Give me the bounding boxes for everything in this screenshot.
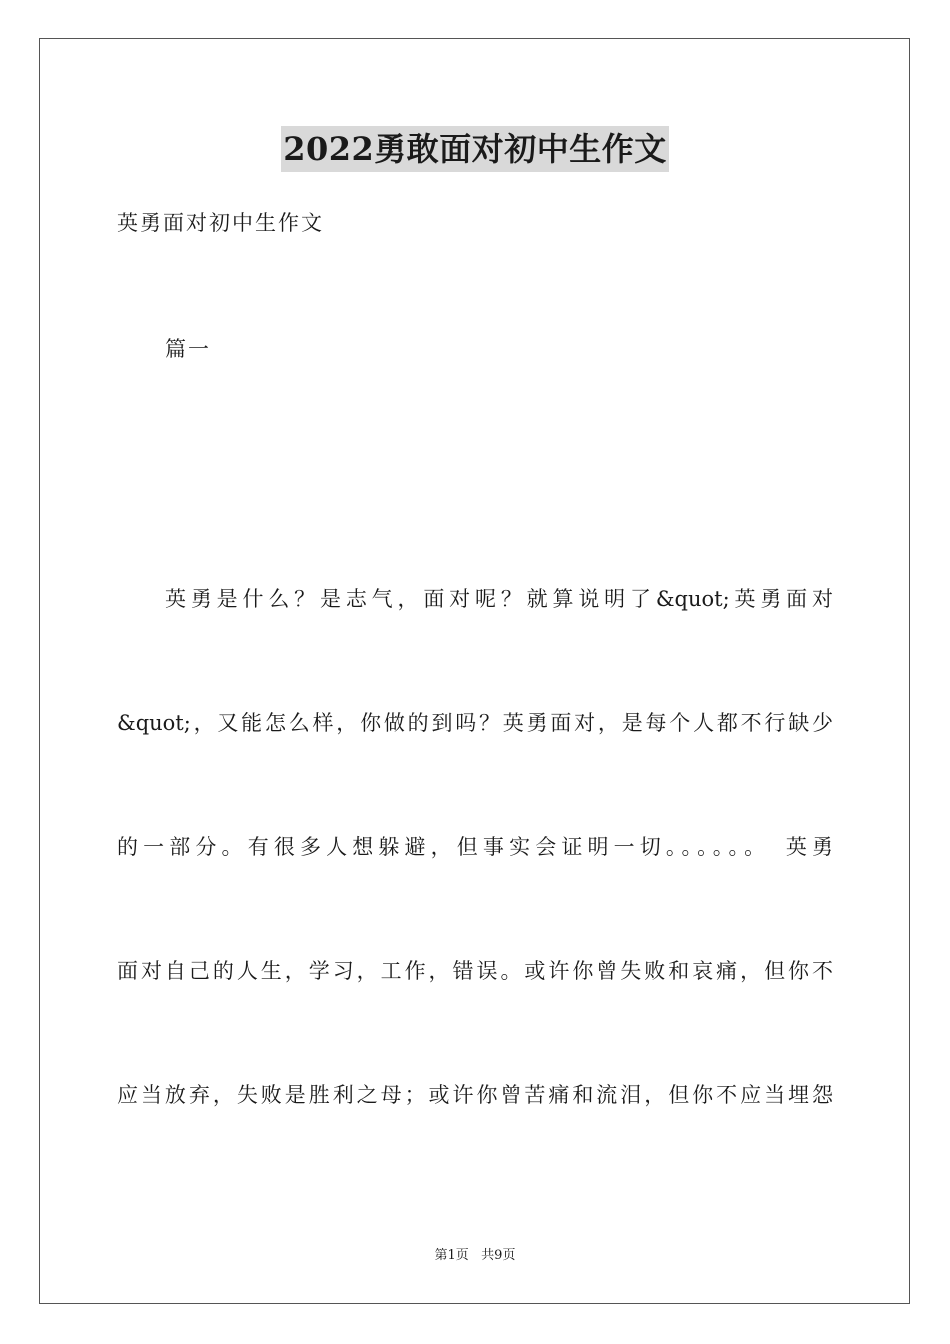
paragraph-line: &quot;，又能怎么样，你做的到吗？英勇面对，是每个人都不行缺少	[117, 711, 833, 735]
paragraph-line: 英勇是什么？是志气，面对呢？就算说明了&quot;英勇面对	[165, 587, 833, 611]
document-title-text: 2022勇敢面对初中生作文	[281, 126, 669, 172]
document-title	[0, 126, 950, 172]
paragraph-line: 的一部分。有很多人想躲避，但事实会证明一切。。。。。。 英勇	[117, 835, 833, 859]
paragraph-line: 应当放弃，失败是胜利之母；或许你曾苦痛和流泪，但你不应当埋怨	[117, 1083, 833, 1107]
page-number-footer: 第1页 共9页	[434, 1248, 516, 1263]
document-subtitle: 英勇面对初中生作文	[117, 211, 324, 235]
paragraph-line: 面对自己的人生，学习，工作，错误。或许你曾失败和哀痛，但你不	[117, 959, 833, 983]
section-label: 篇一	[165, 337, 211, 361]
